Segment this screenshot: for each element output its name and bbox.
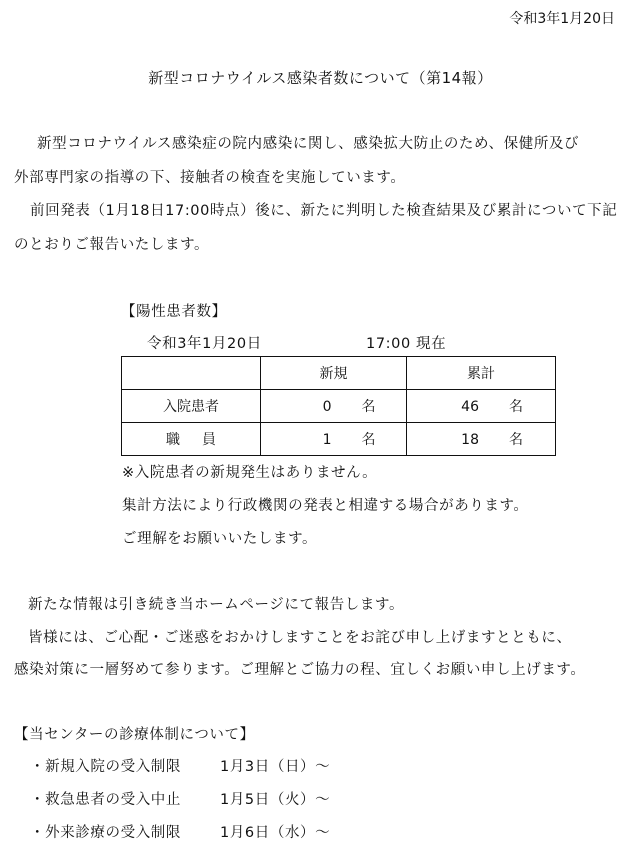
positive-cases-heading: 【陽性患者数】 (121, 304, 227, 320)
inpatients-total-cell (407, 390, 556, 423)
page-title: 新型コロナウイルス感染者数について（第14報） (148, 69, 493, 87)
inpatients-new-count: 0 (322, 399, 332, 415)
inpatients-total-count: 46 (461, 399, 479, 415)
note-no-new-inpatients: ※入院患者の新規発生はありません。 (122, 465, 378, 481)
inpatients-new-cell (261, 390, 407, 423)
center-item-date: 1月3日（日）～ (220, 759, 331, 775)
inpatients-total-unit: 名 (509, 399, 523, 415)
intro-paragraph-2-line-2: のとおりご報告いたします。 (14, 237, 210, 253)
center-item-date: 1月6日（水）～ (220, 825, 331, 841)
row-label-staff: 職員 (166, 432, 238, 448)
center-item-date: 1月5日（火）～ (220, 792, 331, 808)
row-label-inpatients: 入院患者 (122, 390, 261, 423)
table-header-row (122, 357, 556, 390)
staff-total-unit: 名 (509, 432, 523, 448)
table-header-blank (122, 357, 261, 390)
as-of-date: 令和3年1月20日 (147, 336, 262, 352)
positive-cases-table (121, 356, 556, 456)
inpatients-new-unit: 名 (361, 399, 376, 415)
as-of-time: 17:00 現在 (366, 336, 447, 352)
table-header-total: 累計 (407, 357, 556, 390)
center-item-label: ・外来診療の受入制限 (30, 825, 181, 841)
staff-new-cell (261, 423, 407, 456)
intro-paragraph-2-line-1: 前回発表（1月18日17:00時点）後に、新たに判明した検査結果及び累計について下記 (30, 203, 618, 219)
closing-line-1: 新たな情報は引き続き当ホームページにて報告します。 (28, 597, 405, 613)
closing-line-2: 皆様には、ご心配・ご迷惑をおかけしますことをお詫び申し上げますとともに、 (28, 630, 572, 646)
row-label-staff-cell (122, 423, 261, 456)
staff-total-count: 18 (461, 432, 479, 448)
closing-line-3: 感染対策に一層努めて参ります。ご理解とご協力の程、宜しくお願い申し上げます。 (14, 662, 586, 678)
center-heading: 【当センターの診療体制について】 (14, 727, 255, 743)
center-item-label: ・新規入院の受入制限 (30, 759, 181, 775)
note-counting-method: 集計方法により行政機関の発表と相違する場合があります。 (122, 498, 529, 514)
note-understanding: ご理解をお願いいたします。 (122, 531, 318, 547)
table-row (122, 390, 556, 423)
table-header-new: 新規 (261, 357, 407, 390)
table-row (122, 423, 556, 456)
staff-new-unit: 名 (361, 432, 376, 448)
document-date: 令和3年1月20日 (509, 11, 615, 27)
staff-new-count: 1 (322, 432, 332, 448)
center-item-label: ・救急患者の受入中止 (30, 792, 181, 808)
intro-paragraph-1-line-2: 外部専門家の指導の下、接触者の検査を実施しています。 (14, 170, 406, 186)
intro-paragraph-1-line-1: 新型コロナウイルス感染症の院内感染に関し、感染拡大防止のため、保健所及び (37, 136, 580, 152)
staff-total-cell (407, 423, 556, 456)
